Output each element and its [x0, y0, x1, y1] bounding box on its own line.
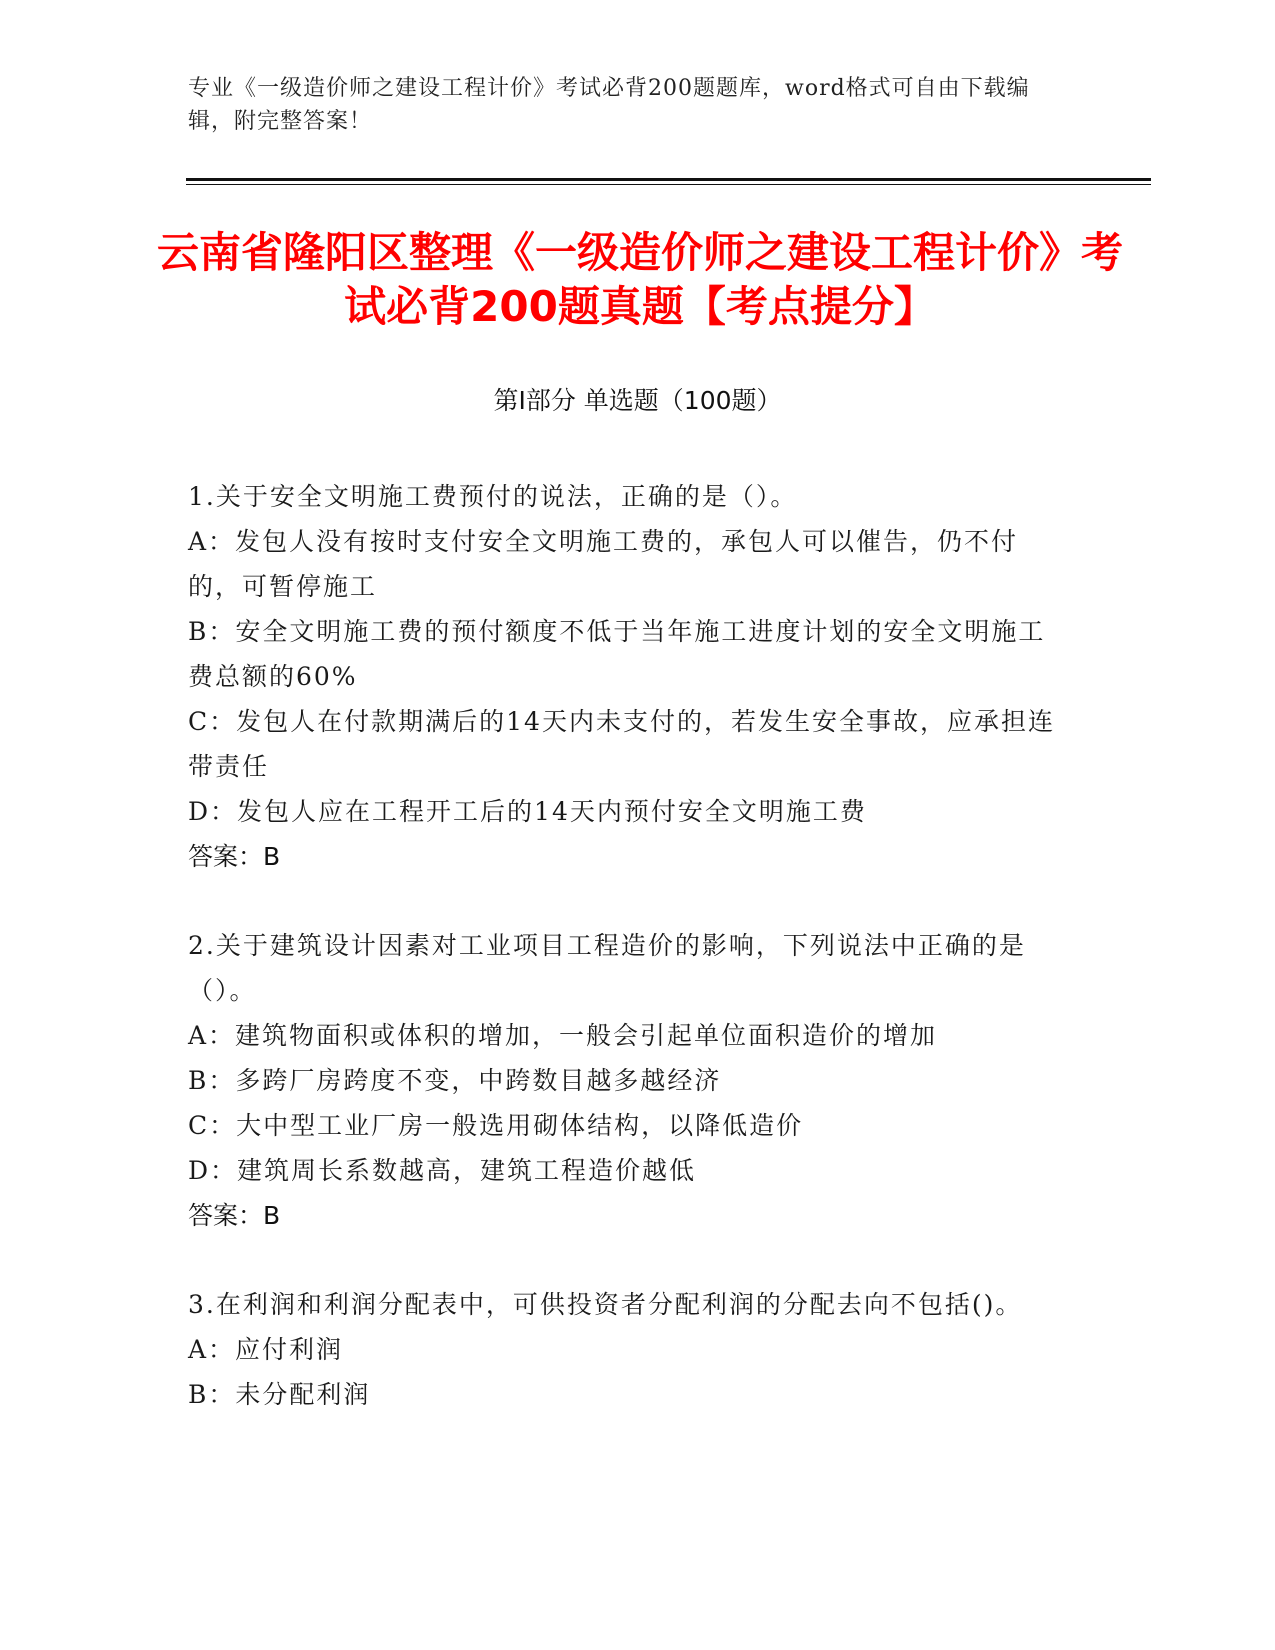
option-d: D：发包人应在工程开工后的14天内预付安全文明施工费	[188, 797, 867, 826]
question-stem: 1.关于安全文明施工费预付的说法，正确的是（）。	[188, 482, 798, 511]
option-b: B：多跨厂房跨度不变，中跨数目越多越经济	[188, 1066, 722, 1095]
question-3	[188, 1282, 1068, 1417]
document-title: 云南省隆阳区整理《一级造价师之建设工程计价》考试必背200题真题【考点提分】	[156, 228, 1123, 331]
option-b: B：安全文明施工费的预付额度不低于当年施工进度计划的安全文明施工费总额的60%	[188, 617, 1046, 691]
header-rule-thick	[186, 178, 1151, 181]
section-title: 第I部分 单选题（100题）	[493, 386, 782, 415]
question-2	[188, 923, 1068, 1238]
header-note: 专业《一级造价师之建设工程计价》考试必背200题题库，word格式可自由下载编辑，附完整答案！	[188, 76, 1030, 134]
header-rule-thin	[186, 184, 1151, 185]
option-c: C：发包人在付款期满后的14天内未支付的，若发生安全事故，应承担连带责任	[188, 707, 1055, 781]
question-1	[188, 474, 1068, 879]
question-stem: 3.在利润和利润分配表中，可供投资者分配利润的分配去向不包括()。	[188, 1290, 1023, 1319]
question-stem: 2.关于建筑设计因素对工业项目工程造价的影响，下列说法中正确的是（）。	[188, 931, 1026, 1005]
option-d: D：建筑周长系数越高，建筑工程造价越低	[188, 1156, 697, 1185]
answer-line: 答案：B	[188, 842, 281, 871]
option-c: C：大中型工业厂房一般选用砌体结构，以降低造价	[188, 1111, 804, 1140]
answer-line: 答案：B	[188, 1201, 281, 1230]
question-list	[188, 474, 1068, 1461]
option-b: B：未分配利润	[188, 1380, 371, 1409]
option-a: A：应付利润	[188, 1335, 344, 1364]
option-a: A：发包人没有按时支付安全文明施工费的，承包人可以催告，仍不付的，可暂停施工	[188, 527, 1019, 601]
option-a: A：建筑物面积或体积的增加，一般会引起单位面积造价的增加	[188, 1021, 938, 1050]
